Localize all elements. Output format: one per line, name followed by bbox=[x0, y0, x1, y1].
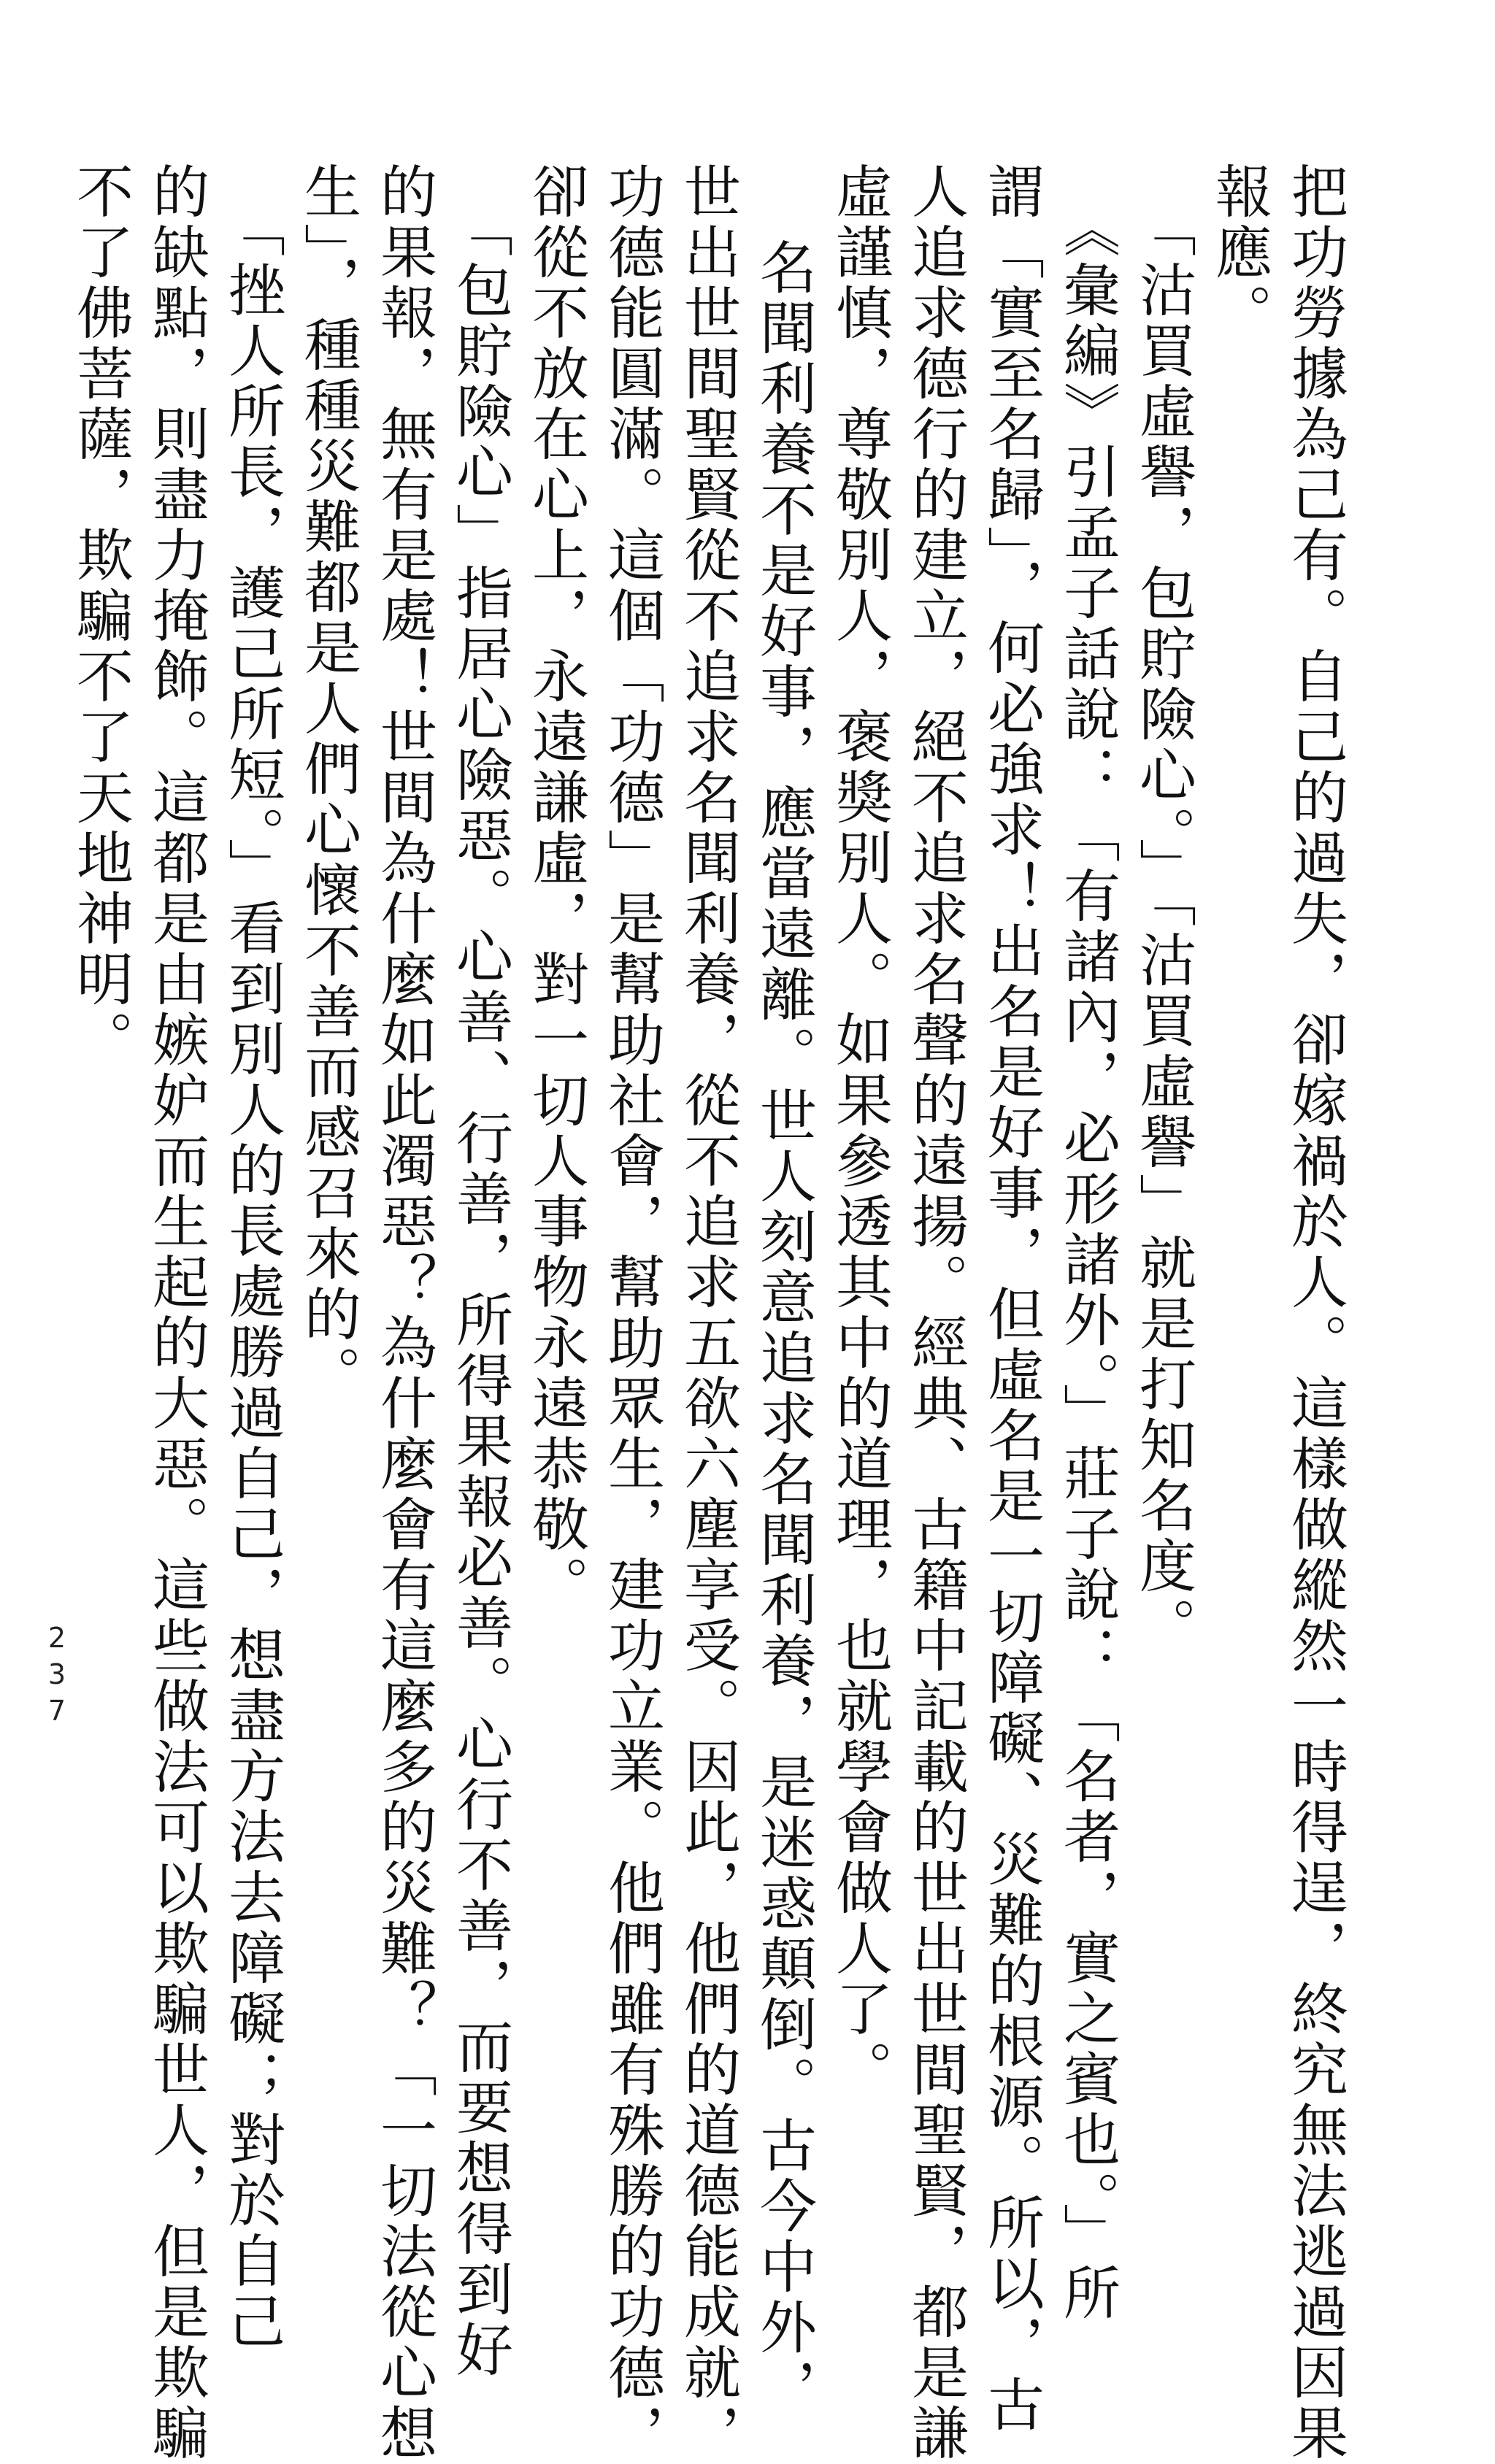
text-column-10: 功德能圓滿。這個「功德」是幫助社會，幫助眾生，建功立業。他們雖有殊勝的功德， bbox=[599, 162, 664, 2464]
text-column-8: 名聞利養不是好事，應當遠離。世人刻意追求名聞利養，是迷惑顛倒。古今中外， bbox=[750, 238, 816, 2419]
text-column-13: 的果報，無有是處！世間為什麼如此濁惡？為什麼會有這麼多的災難？「一切法從心想 bbox=[371, 162, 437, 2464]
text-column-6: 人追求德行的建立，絕不追求名聲的遠揚。經典、古籍中記載的世出世間聖賢，都是謙 bbox=[902, 162, 968, 2464]
text-column-12: 「包貯險心」指居心險惡。心善、行善，所得果報必善。心行不善，而要想得到好 bbox=[447, 200, 512, 2381]
text-column-9: 世出世間聖賢從不追求名聞利養，從不追求五欲六塵享受。因此，他們的道德能成就， bbox=[675, 162, 740, 2464]
text-column-3: 「沽買虛譽，包貯險心。」「沽買虛譽」就是打知名度。 bbox=[1130, 200, 1196, 1658]
text-column-1: 把功勞據為己有。自己的過失，卻嫁禍於人。這樣做縱然一時得逞，終究無法逃過因果 bbox=[1282, 162, 1348, 2464]
text-column-2: 報應。 bbox=[1206, 162, 1272, 344]
page-number: 237 bbox=[41, 1622, 73, 1731]
text-column-16: 的缺點，則盡力掩飾。這都是由嫉妒而生起的大惡。這些做法可以欺騙世人，但是欺騙 bbox=[143, 162, 209, 2464]
text-column-4: 《彙編》引孟子話說：「有諸內，必形諸外。」莊子說：「名者，實之賓也。」所 bbox=[1054, 200, 1120, 2324]
text-column-11: 卻從不放在心上，永遠謙虛，對一切人事物永遠恭敬。 bbox=[523, 162, 588, 1616]
text-column-5: 謂「實至名歸」，何必強求！出名是好事，但虛名是一切障礙、災難的根源。所以，古 bbox=[978, 162, 1044, 2436]
text-column-15: 「挫人所長，護己所短。」看到別人的長處勝過自己，想盡方法去障礙；對於自己 bbox=[219, 200, 285, 2352]
text-column-14: 生」，種種災難都是人們心懷不善而感召來的。 bbox=[295, 162, 361, 1406]
text-column-7: 虛謹慎，尊敬別人，褒獎別人。如果參透其中的道理，也就學會做人了。 bbox=[826, 162, 892, 2101]
text-body bbox=[62, 162, 1353, 2464]
text-column-17: 不了佛菩薩，欺騙不了天地神明。 bbox=[67, 162, 133, 1071]
